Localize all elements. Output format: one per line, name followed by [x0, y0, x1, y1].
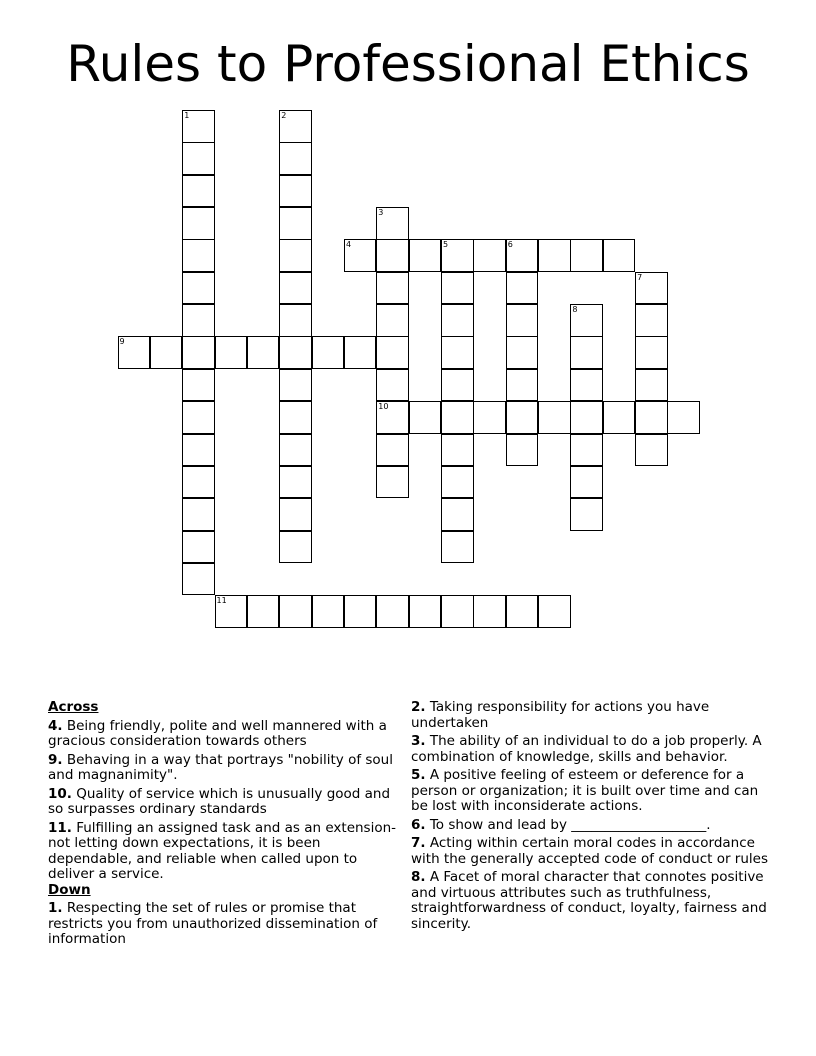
clue-down-2	[411, 700, 769, 731]
grid-cell[interactable]	[635, 401, 668, 434]
grid-cell[interactable]	[279, 466, 312, 499]
grid-cell[interactable]	[279, 110, 312, 143]
grid-cell[interactable]	[441, 498, 474, 531]
cell-number: 2	[281, 111, 287, 120]
clue-text: Respecting the set of rules or promise that restricts you from unauthorized dissemination of information	[48, 900, 378, 947]
clue-number: 11.	[48, 819, 72, 836]
grid-cell[interactable]	[570, 434, 603, 467]
grid-cell[interactable]	[441, 531, 474, 564]
grid-cell[interactable]	[182, 531, 215, 564]
clue-number: 2.	[411, 699, 426, 715]
grid-cell[interactable]	[182, 110, 215, 143]
cell-number: 4	[345, 240, 352, 250]
grid-cell[interactable]	[376, 239, 409, 272]
clue-number: 6.	[411, 816, 426, 833]
cell-number: 6	[507, 240, 513, 250]
clue-number: 4.	[48, 717, 63, 734]
grid-cell[interactable]	[344, 336, 377, 369]
cell-number: 1	[184, 111, 190, 120]
grid-cell[interactable]	[441, 466, 474, 499]
grid-cell[interactable]	[344, 595, 377, 628]
grid-cell[interactable]	[570, 466, 603, 499]
grid-cell[interactable]	[279, 595, 312, 628]
grid-cell[interactable]	[279, 498, 312, 531]
grid-cell[interactable]	[506, 304, 539, 337]
grid-cell[interactable]	[441, 369, 474, 402]
grid-cell[interactable]	[506, 595, 539, 628]
clue-number: 8.	[411, 869, 426, 885]
grid-cell[interactable]	[182, 434, 215, 467]
clue-down-5	[411, 768, 769, 815]
grid-cell[interactable]	[667, 401, 700, 434]
grid-cell[interactable]	[182, 369, 215, 402]
grid-cell[interactable]	[279, 175, 312, 208]
grid-cell[interactable]	[376, 272, 409, 305]
grid-cell[interactable]	[473, 595, 506, 628]
grid-cell[interactable]	[215, 336, 248, 369]
grid-cell[interactable]	[182, 239, 215, 272]
grid-cell[interactable]	[376, 304, 409, 337]
grid-cell[interactable]	[538, 595, 571, 628]
grid-cell[interactable]	[182, 336, 215, 369]
grid-cell[interactable]	[279, 401, 312, 434]
grid-cell[interactable]	[182, 498, 215, 531]
clue-down-1	[48, 901, 406, 948]
grid-cell[interactable]	[182, 401, 215, 434]
grid-cell[interactable]	[279, 369, 312, 402]
clue-down-7	[411, 836, 769, 867]
grid-cell[interactable]	[279, 272, 312, 305]
grid-cell[interactable]	[441, 304, 474, 337]
grid-cell[interactable]	[279, 434, 312, 467]
grid-cell[interactable]	[376, 595, 409, 628]
grid-cell[interactable]	[635, 369, 668, 402]
cell-number: 3	[378, 208, 384, 218]
grid-cell[interactable]	[409, 401, 442, 434]
grid-cell[interactable]	[312, 336, 345, 369]
grid-cell[interactable]	[312, 595, 345, 628]
clue-down-8	[411, 870, 769, 932]
grid-cell[interactable]	[603, 401, 636, 434]
clue-number: 5.	[411, 767, 426, 783]
across-heading: Across	[48, 699, 99, 715]
grid-cell[interactable]	[441, 401, 474, 434]
grid-cell[interactable]	[182, 466, 215, 499]
down-heading: Down	[48, 881, 91, 898]
grid-cell[interactable]	[118, 336, 151, 369]
grid-cell[interactable]	[376, 401, 409, 434]
clue-text: Acting within certain moral codes in accordance with the generally accepted code of conduct or rules	[411, 835, 768, 867]
clue-number: 3.	[411, 733, 426, 749]
grid-cell[interactable]	[182, 175, 215, 208]
clue-text: Taking responsibility for actions you have undertaken	[411, 699, 710, 731]
clue-text: Being friendly, polite and well mannered with a gracious consideration towards others	[48, 717, 387, 749]
grid-cell[interactable]	[635, 336, 668, 369]
grid-cell[interactable]	[441, 272, 474, 305]
clue-number: 7.	[411, 835, 426, 851]
grid-cell[interactable]	[570, 369, 603, 402]
clue-text: To show and lead by ____________________.	[429, 816, 711, 833]
grid-cell[interactable]	[247, 336, 280, 369]
clue-text: A Facet of moral character that connotes positive and virtuous attributes such as truthfulness, straightforwardness of conduct, loyalty, fairness and sincerity.	[411, 869, 767, 932]
grid-cell[interactable]	[635, 304, 668, 337]
grid-cell[interactable]	[506, 272, 539, 305]
clue-number: 9.	[48, 751, 63, 768]
grid-cell[interactable]	[376, 434, 409, 467]
page-title: Rules to Professional Ethics	[66, 35, 750, 93]
grid-cell[interactable]	[279, 207, 312, 240]
grid-cell[interactable]	[441, 239, 474, 272]
grid-cell[interactable]	[473, 239, 506, 272]
grid-cell[interactable]	[182, 142, 215, 175]
grid-cell[interactable]	[506, 239, 539, 272]
grid-cell[interactable]	[603, 239, 636, 272]
grid-cell[interactable]	[473, 401, 506, 434]
grid-cell[interactable]	[150, 336, 183, 369]
grid-cell[interactable]	[279, 239, 312, 272]
clues-right-column	[411, 700, 769, 935]
grid-cell[interactable]	[506, 401, 539, 434]
grid-cell[interactable]	[279, 304, 312, 337]
grid-cell[interactable]	[409, 239, 442, 272]
grid-cell[interactable]	[182, 272, 215, 305]
clue-number: 1.	[48, 900, 63, 916]
clue-across-11	[48, 821, 406, 883]
grid-cell[interactable]	[506, 369, 539, 402]
grid-cell[interactable]	[279, 531, 312, 564]
clue-text: A positive feeling of esteem or deference for a person or organization; it is built over time and can be lost with inconsiderate actions.	[411, 767, 759, 814]
grid-cell[interactable]	[182, 563, 215, 596]
grid-cell[interactable]	[279, 142, 312, 175]
cell-number: 10	[378, 402, 389, 412]
clue-text: Quality of service which is unusually good and so surpasses ordinary standards	[48, 785, 391, 817]
grid-cell[interactable]	[376, 369, 409, 402]
grid-cell[interactable]	[376, 336, 409, 369]
grid-cell[interactable]	[215, 595, 248, 628]
cell-number: 7	[637, 272, 643, 282]
cell-number: 11	[216, 596, 227, 606]
grid-cell[interactable]	[376, 207, 409, 240]
clue-down-3	[411, 734, 769, 765]
grid-cell[interactable]	[409, 595, 442, 628]
clue-across-10	[48, 787, 406, 818]
grid-cell[interactable]	[635, 272, 668, 305]
grid-cell[interactable]	[538, 401, 571, 434]
grid-cell[interactable]	[570, 304, 603, 337]
clue-number: 10.	[48, 785, 72, 802]
cell-number: 9	[119, 337, 125, 347]
clue-across-4	[48, 719, 406, 750]
clue-text: Fulfilling an assigned task and as an extension-not letting down expectations, it is been dependable, and reliable when called upon to deliver a service.	[48, 819, 397, 882]
clues-left-column	[48, 700, 406, 951]
grid-cell[interactable]	[344, 239, 377, 272]
grid-cell[interactable]	[570, 239, 603, 272]
cell-number: 5	[443, 240, 449, 250]
grid-cell[interactable]	[635, 434, 668, 467]
clue-text: Behaving in a way that portrays "nobility of soul and magnanimity".	[48, 751, 393, 783]
grid-cell[interactable]	[570, 498, 603, 531]
grid-cell[interactable]	[247, 595, 280, 628]
grid-cell[interactable]	[182, 304, 215, 337]
grid-cell[interactable]	[279, 336, 312, 369]
grid-cell[interactable]	[441, 434, 474, 467]
grid-cell[interactable]	[538, 239, 571, 272]
grid-cell[interactable]	[506, 434, 539, 467]
cell-number: 8	[572, 305, 578, 315]
grid-cell[interactable]	[570, 401, 603, 434]
clue-across-9	[48, 753, 406, 784]
grid-cell[interactable]	[182, 207, 215, 240]
clue-text: The ability of an individual to do a job properly. A combination of knowledge, skills and behavior.	[411, 733, 762, 765]
grid-cell[interactable]	[376, 466, 409, 499]
grid-cell[interactable]	[506, 336, 539, 369]
clue-down-6	[411, 818, 769, 834]
grid-cell[interactable]	[441, 336, 474, 369]
grid-cell[interactable]	[441, 595, 474, 628]
grid-cell[interactable]	[570, 336, 603, 369]
